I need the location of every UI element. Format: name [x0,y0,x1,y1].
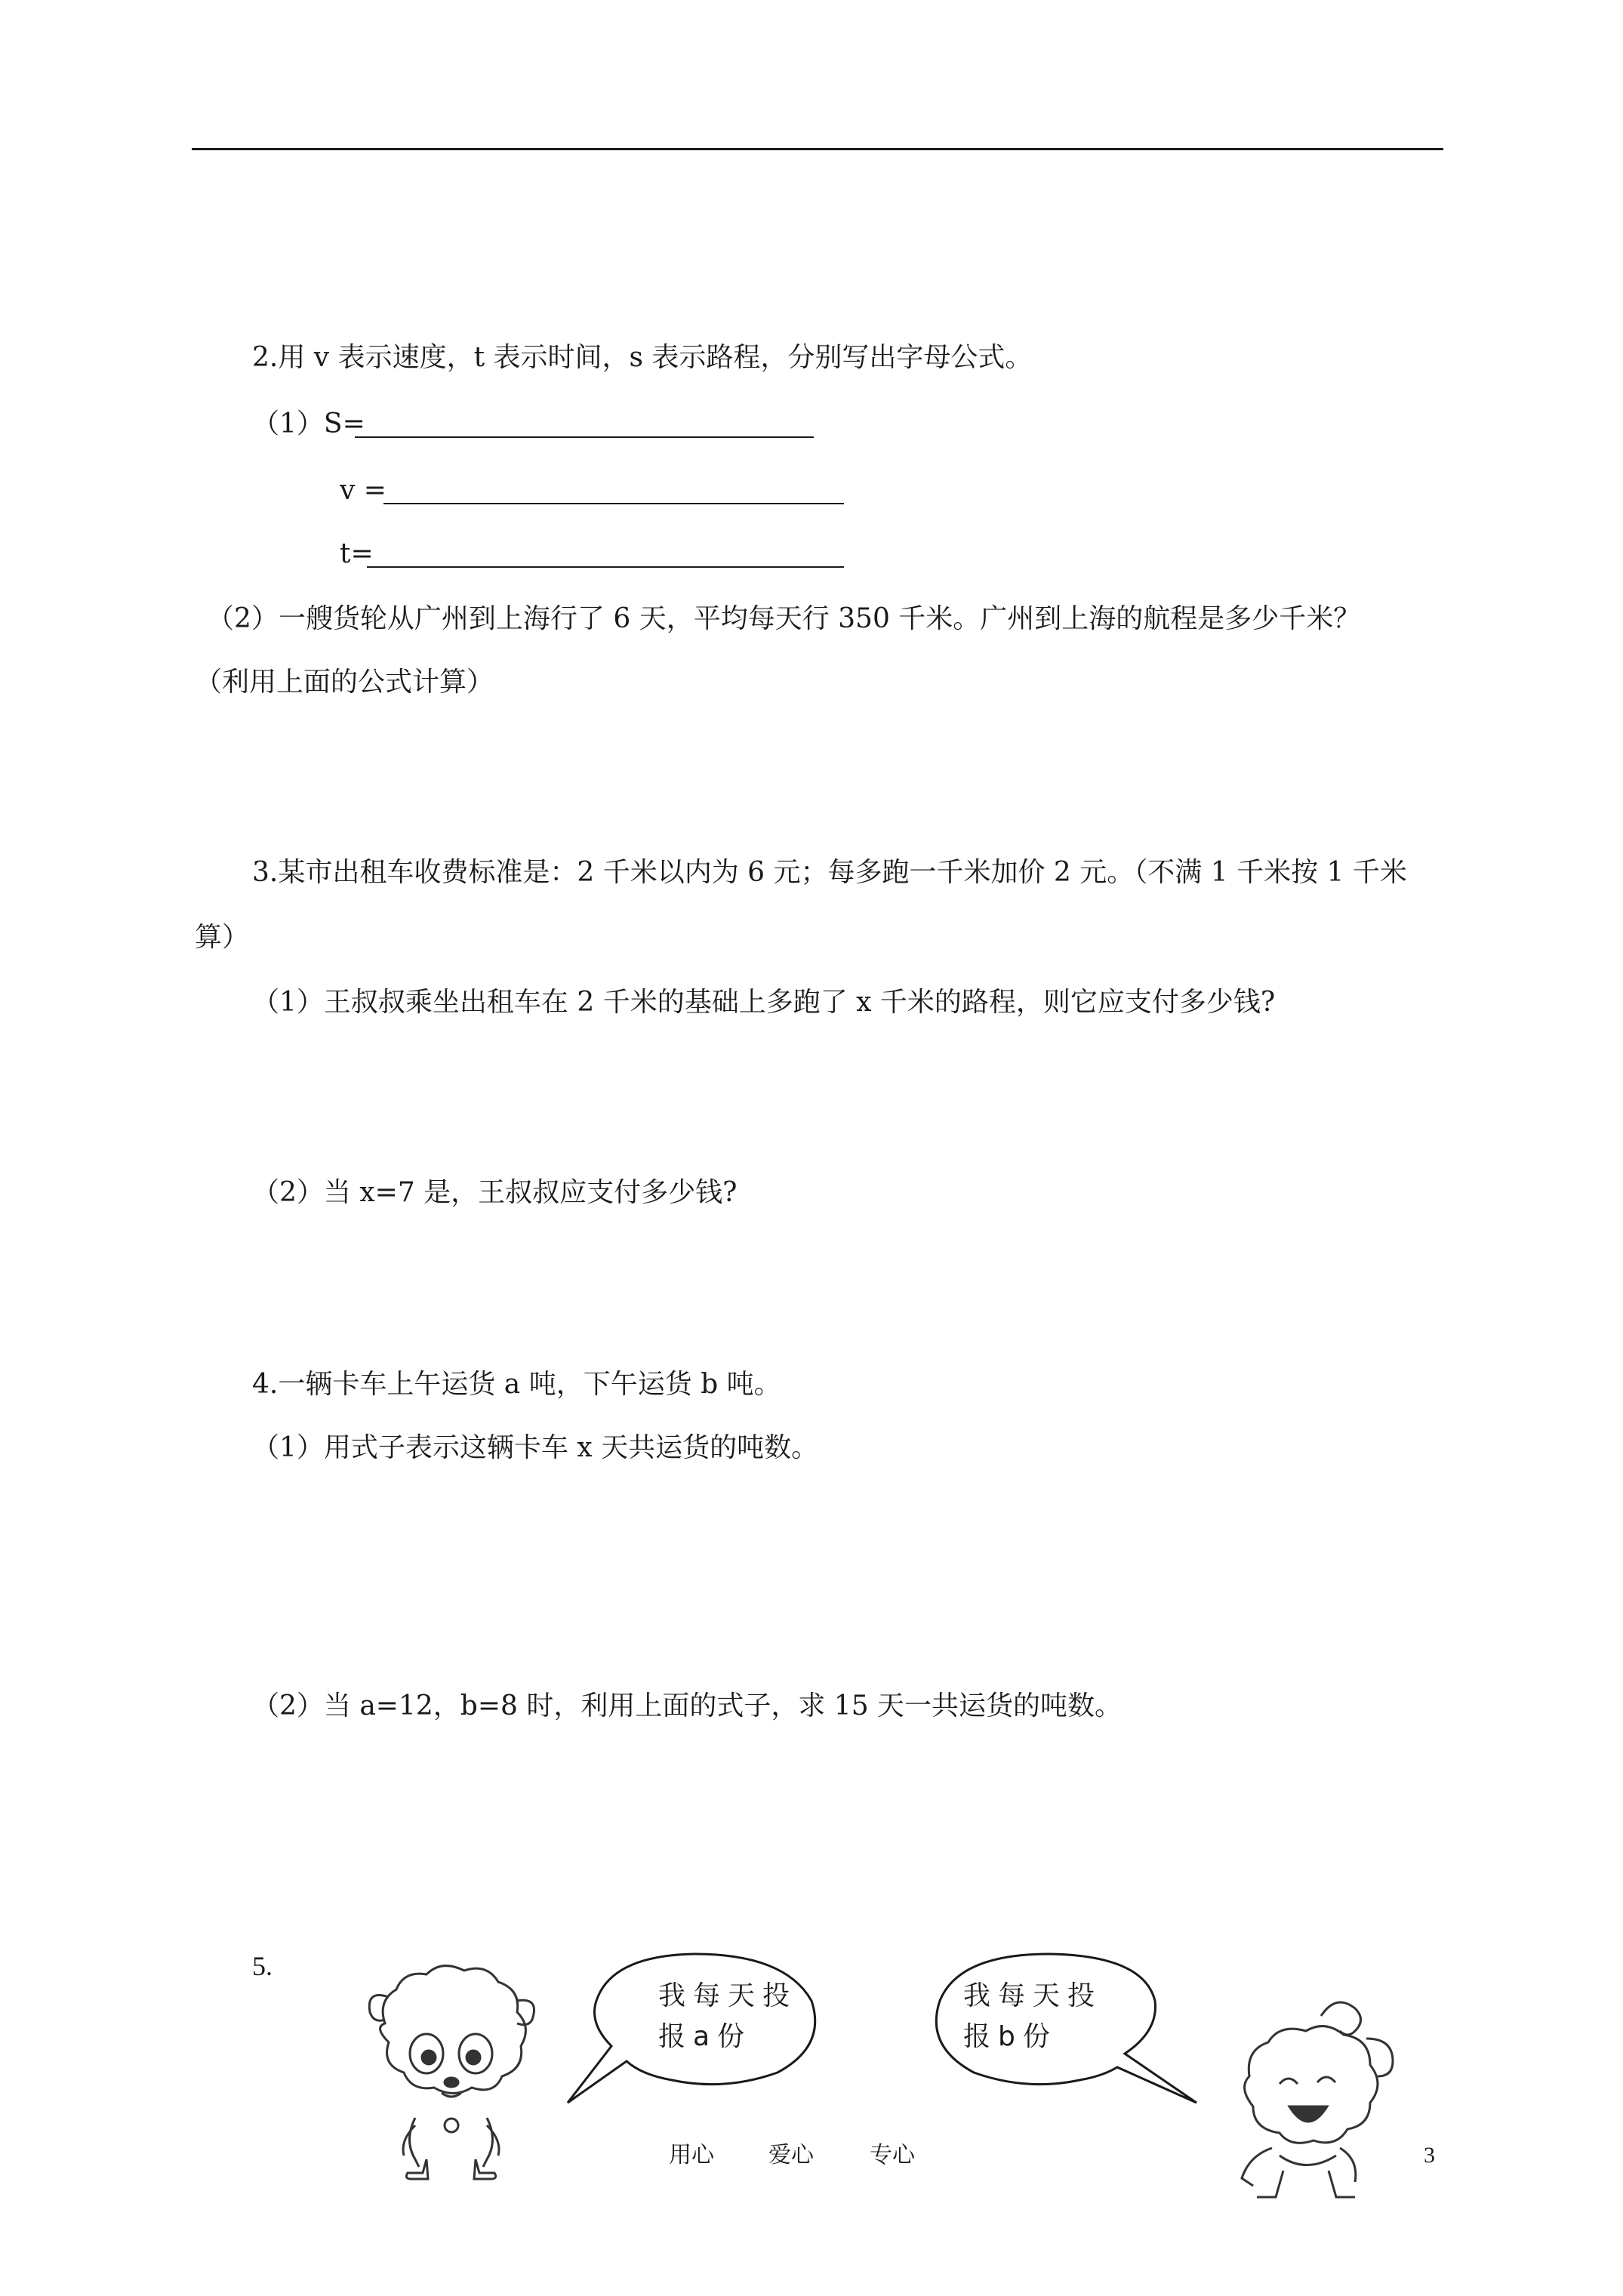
q2-v-blank[interactable] [383,503,844,504]
page-number: 3 [1424,2143,1435,2168]
q2-t-label: t= [340,538,374,569]
q2-t-blank[interactable] [367,566,844,568]
right-bubble-line2: 报b份 [963,2021,1058,2052]
q2-p2-line1: （2）一艘货轮从广州到上海行了 6 天，平均每天行 350 千米。广州到上海的航程是多少千米？ [207,603,1361,634]
q2-v-label: v = [340,475,387,506]
q3-stem-line2: 算） [195,922,250,953]
left-sheep-illustration [355,1955,559,2182]
header-rule [192,148,1443,150]
footer-motto-2: 爱心 [768,2142,814,2168]
right-sheep-illustration [1208,1993,1412,2212]
footer-motto-1: 用心 [669,2142,714,2168]
q3-p1: （1）王叔叔乘坐出租车在 2 千米的基础上多跑了 x 千米的路程，则它应支付多少钱? [252,987,1276,1018]
q3-stem-line1: 3.某市出租车收费标准是：2 千米以内为 6 元；每多跑一千米加价 2 元。（不满 1 千米按 1 千米 [252,857,1407,888]
q2-s-blank[interactable] [355,436,814,438]
q3-p2: （2）当 x=7 是，王叔叔应支付多少钱? [252,1177,738,1208]
q4-stem: 4.一辆卡车上午运货 a 吨，下午运货 b 吨。 [252,1369,781,1400]
q5-number: 5. [252,1951,273,1981]
footer-motto-3: 专心 [870,2142,915,2168]
q4-p2: （2）当 a=12，b=8 时，利用上面的式子，求 15 天一共运货的吨数。 [252,1690,1123,1721]
left-bubble-line2: 报a份 [658,2021,753,2052]
q2-stem: 2.用 v 表示速度，t 表示时间，s 表示路程，分别写出字母公式。 [252,342,1033,373]
q2-p2-line2: （利用上面的公式计算） [195,667,494,698]
left-bubble-line1: 我每天投 [658,1980,798,2011]
q2-p1-label: （1）S= [252,408,365,439]
right-bubble-line1: 我每天投 [963,1980,1103,2011]
q4-p1: （1）用式子表示这辆卡车 x 天共运货的吨数。 [252,1432,819,1463]
